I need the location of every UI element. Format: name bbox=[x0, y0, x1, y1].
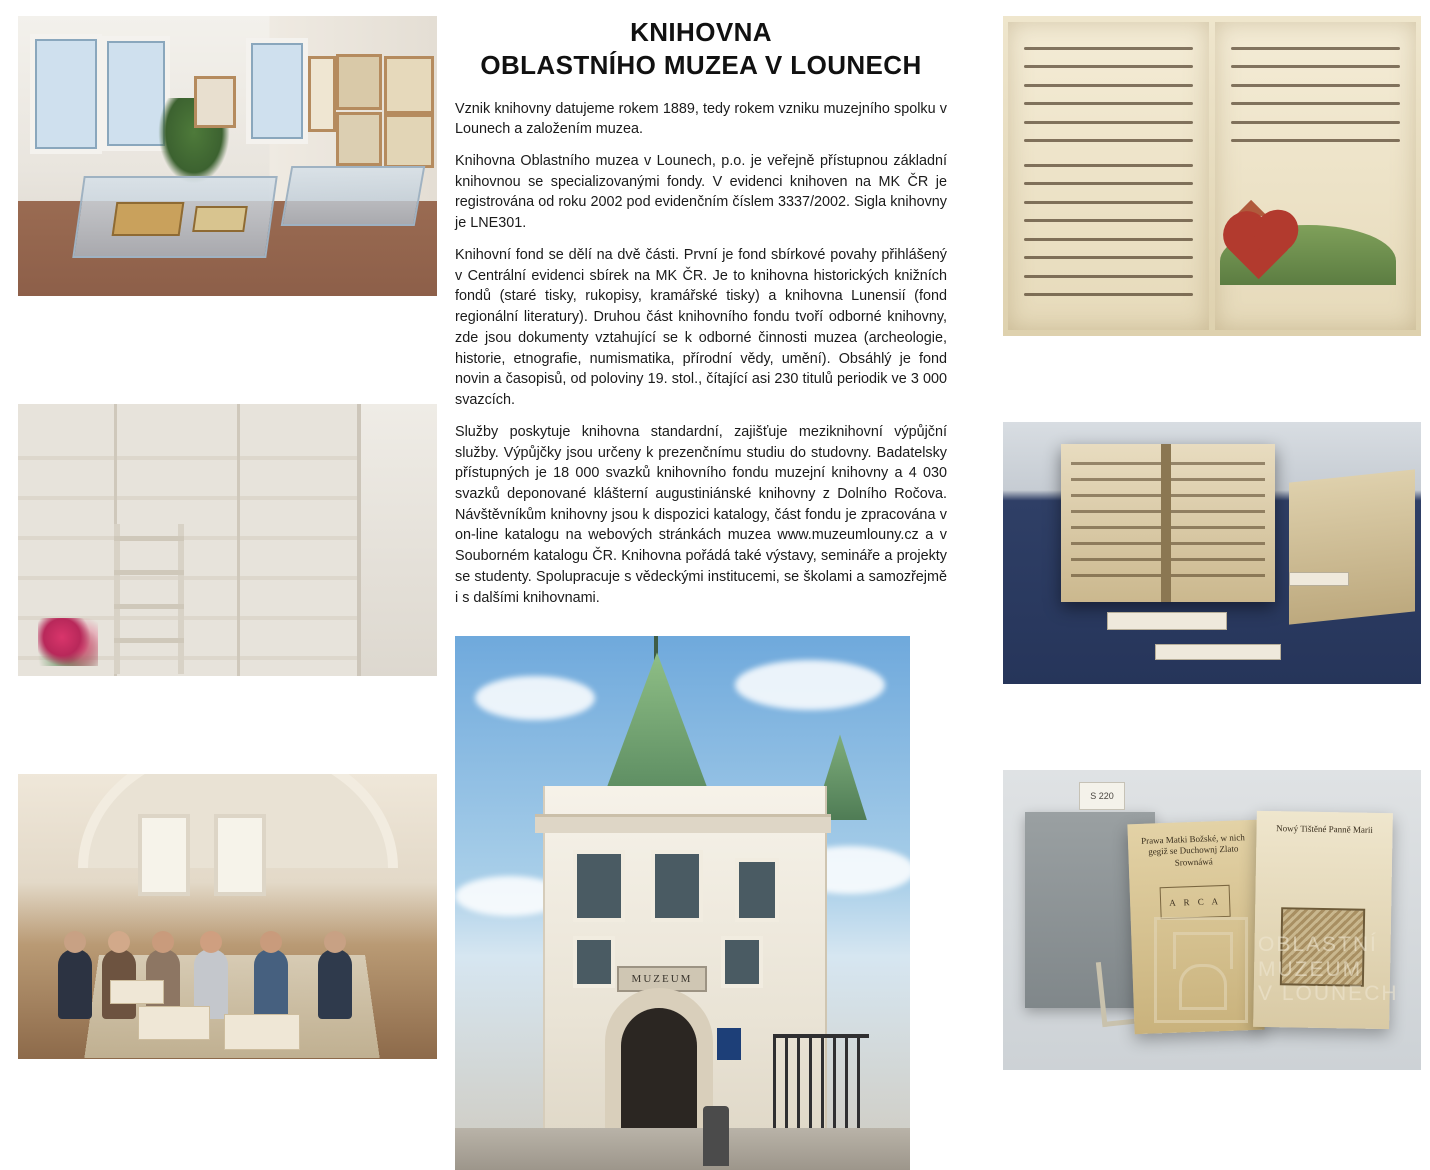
old-print-title-text: Prawa Matki Božské, w nich gegiž se Duchownj Zlato Srownáwá bbox=[1140, 832, 1245, 868]
window-icon bbox=[246, 38, 308, 144]
paragraph-2: Knihovna Oblastního muzea v Lounech, p.o. je veřejně přístupnou základní knihovnou se specializovanými fondy. V evidenci knihoven na MK ČR je registrována od roku 2002 pod evidenčním číslem 3337/2002. Sigla knihovny je LNE301. bbox=[455, 153, 947, 232]
facade-window bbox=[735, 858, 779, 922]
picture-frame bbox=[336, 112, 382, 166]
archive-cabinet bbox=[357, 404, 437, 676]
seminar-participant-head bbox=[108, 931, 130, 953]
body-text bbox=[455, 99, 947, 609]
picture-frame bbox=[384, 56, 434, 114]
right-photo-column bbox=[1003, 16, 1421, 1046]
document-on-table bbox=[224, 1014, 300, 1050]
paragraph-3: Knihovní fond se dělí na dvě části. První je fond sbírkové povahy přihlášený v Centrální evidenci sbírek na MK ČR. Je to knihovna historických knižních fondů (staré tisky, rukopisy, kramářské tisky) a knihovna Lunensií (fond regionální literatury). Druhou část knihovního fondu tvoří odborné knihovny, zde jsou dokumenty vztahující se k odborné činnosti muzea (archeologie, historie, etnografie, numismatika, přírodní vědy, umění). Obsáhlý je fond novin a časopisů, od poloviny 19. stol., čítající asi 230 titulů periodik ve 3 000 svazcích. bbox=[455, 246, 947, 409]
logo-line-3: V LOUNECH bbox=[1258, 982, 1399, 1006]
flower-bouquet bbox=[38, 618, 98, 666]
facade-cornice bbox=[535, 814, 831, 833]
photo-seminar-group bbox=[18, 774, 437, 1059]
seminar-participant bbox=[254, 949, 288, 1019]
cloud-shape bbox=[735, 660, 885, 710]
seminar-participant-head bbox=[324, 931, 346, 953]
old-print-scene bbox=[1003, 770, 1421, 1070]
parchment-leaf bbox=[1289, 469, 1415, 624]
woodcut-illustration bbox=[1280, 907, 1365, 986]
page-title-line-2: OBLASTNÍHO MUZEA V LOUNECH bbox=[480, 50, 922, 81]
paragraph-4: Služby poskytuje knihovna standardní, zajišťuje meziknihovní výpůjční služby. Výpůjčky jsou určeny k prezenčnímu studiu do studovny. Badatelsky přístupných je 18 000 svazků knihovního fondu muzejní knihovny a 4 030 svazků deponované klášterní augustiniánské knihovny z Dolního Ročova. Návštěvníkům knihovny jsou k dispozici katalogy, část fondu je zpracována v on-line katalogu na webových stránkách muzea www.muzeumlouny.cz a v Souborném katalogu ČR. Knihovna pořádá také výstavy, semináře a projekty se studenty. Spolupracuje s vědeckými institucemi, se školami a samozřejmě i s dalšími knihovnami. bbox=[455, 423, 947, 606]
photo-library-stacks bbox=[18, 404, 437, 676]
library-stacks-scene bbox=[18, 404, 437, 676]
manuscript-page-left bbox=[1008, 22, 1209, 330]
exhibition-room-scene bbox=[18, 16, 437, 296]
picture-frame bbox=[308, 56, 336, 132]
exhibit-label bbox=[1289, 572, 1349, 586]
window-icon bbox=[30, 34, 102, 154]
church-tower bbox=[605, 652, 709, 792]
page-title-line-1: KNIHOVNA bbox=[630, 17, 772, 47]
facade-window bbox=[721, 936, 763, 988]
info-poster bbox=[717, 1028, 741, 1060]
facade-window bbox=[651, 850, 703, 922]
inventory-tag: S 220 bbox=[1079, 782, 1125, 810]
center-text-column bbox=[455, 16, 947, 1046]
old-print-ark-text: A R C A bbox=[1160, 885, 1231, 919]
seminar-participant-head bbox=[260, 931, 282, 953]
photo-exhibition-room bbox=[18, 16, 437, 296]
seminar-participant-head bbox=[64, 931, 86, 953]
exhibited-book bbox=[112, 202, 185, 236]
exhibited-book bbox=[192, 206, 248, 232]
library-ladder bbox=[114, 524, 184, 674]
logo-line-2: MUZEUM bbox=[1258, 957, 1363, 981]
facade-window bbox=[573, 850, 625, 922]
window-icon bbox=[138, 814, 190, 896]
seminar-participant-head bbox=[200, 931, 222, 953]
seminar-participant-head bbox=[152, 931, 174, 953]
exhibit-label bbox=[1155, 644, 1281, 660]
cloud-shape bbox=[475, 676, 595, 720]
window-icon bbox=[214, 814, 266, 896]
logo-line-1: OBLASTNÍ bbox=[1258, 932, 1378, 956]
document-on-table bbox=[138, 1006, 210, 1040]
street-bollard bbox=[703, 1106, 729, 1166]
document-on-table bbox=[110, 980, 164, 1004]
codex-spine bbox=[1161, 444, 1171, 602]
street-pavement bbox=[455, 1128, 910, 1170]
picture-frame bbox=[194, 76, 236, 128]
paragraph-1: Vznik knihovny datujeme rokem 1889, tedy rokem vzniku muzejního spolku v Lounech a založením muzea. bbox=[455, 100, 947, 138]
museum-building-scene bbox=[455, 636, 910, 1170]
left-photo-column bbox=[18, 16, 437, 1046]
exhibit-label bbox=[1107, 612, 1227, 630]
vitrine-scene bbox=[1003, 422, 1421, 684]
photo-old-print bbox=[1003, 770, 1421, 1070]
photo-codex-vitrine bbox=[1003, 422, 1421, 684]
seminar-participant bbox=[58, 949, 92, 1019]
old-print-left-page bbox=[1127, 820, 1264, 1034]
facade-window bbox=[573, 936, 615, 988]
photo-illuminated-manuscript bbox=[1003, 16, 1421, 336]
seminar-scene bbox=[18, 774, 437, 1059]
photo-museum-building bbox=[455, 636, 910, 1170]
picture-frame bbox=[384, 114, 434, 168]
page-title bbox=[455, 16, 947, 83]
museum-sign: MUZEUM bbox=[617, 966, 707, 992]
old-print-right-title: Nowý Tištěné Panně Marii bbox=[1276, 823, 1374, 835]
seminar-participant bbox=[318, 949, 352, 1019]
display-case bbox=[281, 166, 426, 226]
picture-frame bbox=[336, 54, 382, 110]
old-print-right-page bbox=[1253, 811, 1393, 1029]
bookshelf bbox=[240, 404, 361, 676]
manuscript-scene bbox=[1003, 16, 1421, 336]
